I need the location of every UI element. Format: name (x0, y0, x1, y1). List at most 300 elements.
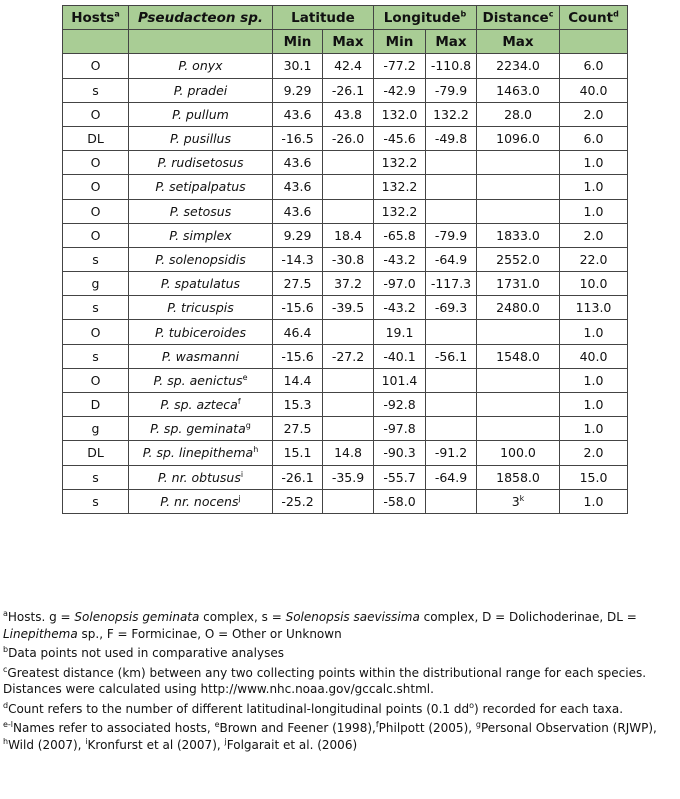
latitude-max-cell (323, 465, 374, 489)
longitude-min-cell (374, 320, 426, 344)
longitude-min-cell-text: -97.0 (383, 276, 416, 292)
footnote-c (3, 665, 679, 698)
header-longitude-sup: b (460, 9, 467, 19)
latitude-min-cell (273, 126, 323, 150)
footnote-text: Data points not used in comparative analyses (8, 646, 284, 660)
longitude-min-cell (374, 465, 426, 489)
distance-cell-text: 1858.0 (496, 469, 540, 485)
subheader-row (63, 30, 628, 54)
footnote-italic: Solenopsis saevissima (285, 610, 420, 624)
longitude-min-cell (374, 199, 426, 223)
subheader-blank (560, 30, 628, 54)
latitude-max-cell (323, 296, 374, 320)
latitude-max-cell-text: -26.1 (331, 82, 365, 98)
longitude-max-cell-text: -49.8 (434, 131, 468, 147)
distance-cell (477, 78, 560, 102)
count-cell (560, 102, 628, 126)
hosts-cell (63, 393, 129, 417)
latitude-min-cell (273, 441, 323, 465)
latitude-min-cell-text: 43.6 (283, 155, 312, 171)
latitude-min-cell-text: 43.6 (283, 203, 312, 219)
hosts-cell-text: s (92, 251, 99, 267)
hosts-cell-text: O (90, 227, 101, 243)
longitude-min-cell-text: -92.8 (383, 397, 416, 413)
species-cell-text: P. setosus (169, 203, 232, 219)
hosts-cell-text: s (92, 348, 99, 364)
count-cell (560, 78, 628, 102)
distance-cell-text: 100.0 (500, 445, 536, 461)
distance-cell-text: 2552.0 (496, 251, 540, 267)
longitude-min-cell (374, 393, 426, 417)
count-cell-text: 22.0 (579, 251, 608, 267)
distance-cell (477, 102, 560, 126)
table-row (63, 223, 628, 247)
longitude-max-cell-text: -69.3 (434, 300, 468, 316)
species-cell (129, 175, 273, 199)
species-cell-text: P. solenopsidis (155, 251, 246, 267)
latitude-max-cell (323, 393, 374, 417)
footnotes (3, 609, 679, 756)
degree-sup: o (469, 700, 474, 710)
reference-text: Wild (2007), (8, 737, 86, 752)
hosts-cell-text: s (92, 82, 99, 98)
subheader-distance-max: Max (477, 30, 560, 54)
longitude-min-cell-text: -45.6 (383, 131, 416, 147)
footnote-mark: f (375, 720, 379, 729)
species-cell-text: P. nr. obtusus (157, 469, 241, 485)
header-count (560, 6, 628, 30)
distance-cell-text: 1096.0 (496, 131, 540, 147)
latitude-min-cell (273, 296, 323, 320)
longitude-min-cell (374, 489, 426, 513)
latitude-max-cell-text: -26.0 (331, 131, 365, 147)
count-cell (560, 126, 628, 150)
distance-cell (477, 54, 560, 78)
species-cell-text: P. sp. linepithema (142, 445, 254, 461)
longitude-min-cell (374, 175, 426, 199)
distance-cell (477, 368, 560, 392)
species-cell-text: P. sp. aenictus (153, 372, 243, 388)
footnote-mark: d (3, 700, 9, 710)
longitude-max-cell (426, 465, 477, 489)
count-cell-text: 2.0 (583, 445, 604, 461)
longitude-max-cell (426, 368, 477, 392)
latitude-max-cell (323, 54, 374, 78)
longitude-min-cell-text: -58.0 (383, 493, 416, 509)
latitude-min-cell-text: 15.1 (283, 445, 312, 461)
distance-cell-text: 1548.0 (496, 348, 540, 364)
longitude-min-cell-text: -55.7 (383, 469, 416, 485)
species-cell-text: P. pradei (173, 82, 228, 98)
latitude-max-cell-text: 18.4 (334, 227, 362, 243)
longitude-max-cell-text: -110.8 (430, 58, 472, 74)
longitude-max-cell-text: -79.9 (434, 82, 468, 98)
reference-text: Folgarait et al. (2006) (226, 737, 358, 752)
footnote-text: Greatest distance (km) between any two collecting points within the distributional range for each species. Distances were calculated using http://www.nhc.noaa.gov/gccalc.shtml. (3, 665, 647, 696)
hosts-cell (63, 102, 129, 126)
species-cell (129, 54, 273, 78)
table-row (63, 247, 628, 271)
latitude-min-cell (273, 344, 323, 368)
species-cell (129, 78, 273, 102)
latitude-max-cell (323, 417, 374, 441)
distance-footnote-sup: k (519, 493, 525, 503)
hosts-cell (63, 368, 129, 392)
count-cell-text: 1.0 (583, 203, 604, 219)
longitude-min-cell (374, 126, 426, 150)
count-cell (560, 441, 628, 465)
count-cell (560, 417, 628, 441)
footnote-text: sp., F = Formicinae, O = Other or Unknown (77, 626, 342, 641)
footnote-text: Count refers to the number of different latitudinal-longitudinal points (0.1 dd (8, 701, 470, 716)
longitude-min-cell-text: 132.2 (381, 155, 418, 171)
longitude-min-cell-text: 19.1 (385, 324, 414, 340)
count-cell-text: 113.0 (575, 300, 612, 316)
header-longitude (374, 6, 477, 30)
footnote-e-l (3, 720, 679, 753)
latitude-min-cell-text: 9.29 (283, 82, 312, 98)
subheader-lon-min: Min (374, 30, 426, 54)
count-cell (560, 247, 628, 271)
header-row (63, 6, 628, 30)
species-cell (129, 223, 273, 247)
latitude-max-cell-text: 43.8 (334, 106, 362, 122)
table-row (63, 393, 628, 417)
hosts-cell (63, 223, 129, 247)
latitude-max-cell (323, 489, 374, 513)
count-cell-text: 15.0 (579, 469, 608, 485)
longitude-max-cell (426, 489, 477, 513)
latitude-max-cell (323, 441, 374, 465)
longitude-max-cell (426, 223, 477, 247)
footnote-text: Names refer to associated hosts, (13, 721, 215, 735)
hosts-cell (63, 126, 129, 150)
latitude-max-cell (323, 344, 374, 368)
table-row (63, 175, 628, 199)
count-cell (560, 344, 628, 368)
species-cell (129, 465, 273, 489)
species-cell (129, 126, 273, 150)
species-footnote-sup: f (237, 396, 241, 406)
distance-cell (477, 296, 560, 320)
table-row (63, 441, 628, 465)
subheader-lat-max: Max (323, 30, 374, 54)
header-species: Pseudacteon sp. (129, 6, 273, 30)
longitude-max-cell-text: -117.3 (430, 276, 472, 292)
hosts-cell-text: s (92, 469, 99, 485)
distance-cell (477, 344, 560, 368)
header-hosts-text: Hosts (71, 9, 115, 26)
latitude-min-cell (273, 199, 323, 223)
species-footnote-sup: e (242, 372, 248, 382)
footnote-mark: e-l (3, 720, 14, 729)
species-footnote-sup: j (238, 493, 241, 503)
distance-cell (477, 441, 560, 465)
latitude-min-cell-text: 43.6 (283, 179, 312, 195)
species-cell-text: P. sp. geminata (150, 421, 246, 437)
hosts-cell (63, 320, 129, 344)
species-cell-text: P. setipalpatus (155, 179, 246, 195)
table-row (63, 489, 628, 513)
distance-cell (477, 126, 560, 150)
longitude-max-cell (426, 417, 477, 441)
distance-cell (477, 199, 560, 223)
longitude-min-cell (374, 441, 426, 465)
subheader-lat-min: Min (273, 30, 323, 54)
longitude-min-cell-text: 132.2 (381, 203, 418, 219)
footnote-mark: a (3, 609, 8, 618)
species-cell-text: P. wasmanni (161, 348, 240, 364)
table-row (63, 320, 628, 344)
hosts-cell-text: g (91, 276, 100, 292)
header-count-sup: d (613, 9, 619, 19)
distance-cell (477, 417, 560, 441)
latitude-max-cell-text: 37.2 (334, 276, 362, 292)
longitude-min-cell-text: 132.2 (381, 179, 418, 195)
latitude-min-cell (273, 102, 323, 126)
count-cell-text: 40.0 (579, 82, 608, 98)
distance-cell (477, 393, 560, 417)
species-cell (129, 489, 273, 513)
distance-cell (477, 151, 560, 175)
hosts-cell (63, 247, 129, 271)
hosts-cell (63, 175, 129, 199)
latitude-min-cell-text: -14.3 (281, 251, 314, 267)
count-cell (560, 272, 628, 296)
latitude-max-cell (323, 126, 374, 150)
count-cell-text: 1.0 (583, 372, 604, 388)
distance-cell-text: 1731.0 (496, 276, 540, 292)
longitude-min-cell (374, 368, 426, 392)
latitude-min-cell-text: -25.2 (281, 493, 314, 509)
hosts-cell-text: g (91, 421, 100, 437)
latitude-max-cell (323, 320, 374, 344)
header-hosts-sup: a (114, 9, 120, 19)
header-hosts (63, 6, 129, 30)
latitude-min-cell (273, 368, 323, 392)
footnote-text: ) recorded for each taxa. (473, 701, 624, 716)
longitude-max-cell (426, 344, 477, 368)
table-row (63, 126, 628, 150)
count-cell-text: 1.0 (583, 324, 604, 340)
latitude-max-cell-text: -27.2 (331, 348, 365, 364)
longitude-min-cell-text: -42.9 (383, 82, 416, 98)
table-row (63, 272, 628, 296)
count-cell-text: 1.0 (583, 397, 604, 413)
longitude-max-cell (426, 175, 477, 199)
longitude-max-cell-text: -64.9 (434, 251, 468, 267)
longitude-max-cell (426, 102, 477, 126)
species-cell-text: P. tubiceroides (155, 324, 246, 340)
count-cell (560, 199, 628, 223)
header-distance (477, 6, 560, 30)
table-row (63, 102, 628, 126)
latitude-min-cell-text: -26.1 (281, 469, 314, 485)
hosts-cell-text: O (90, 324, 101, 340)
longitude-min-cell (374, 151, 426, 175)
footnote-text: Hosts. g = (7, 610, 75, 624)
count-cell (560, 296, 628, 320)
hosts-cell-text: O (90, 179, 101, 195)
latitude-max-cell (323, 199, 374, 223)
footnote-d (3, 701, 679, 718)
species-cell (129, 151, 273, 175)
latitude-min-cell (273, 320, 323, 344)
footnote-mark: j (224, 736, 227, 746)
footnote-mark: b (3, 645, 9, 654)
header-distance-text: Distance (482, 9, 549, 26)
table-row (63, 296, 628, 320)
footnote-italic: Solenopsis geminata (74, 610, 200, 624)
hosts-cell (63, 344, 129, 368)
footnote-italic: Linepithema (3, 626, 78, 641)
count-cell-text: 1.0 (583, 421, 604, 437)
latitude-max-cell-text: -30.8 (331, 251, 365, 267)
species-cell-text: P. onyx (178, 58, 223, 74)
table-row (63, 199, 628, 223)
longitude-min-cell-text: -43.2 (383, 300, 416, 316)
latitude-max-cell-text: 42.4 (334, 58, 362, 74)
species-cell-text: P. tricuspis (167, 300, 234, 316)
species-footnote-sup: g (245, 421, 251, 431)
longitude-max-cell (426, 441, 477, 465)
header-latitude: Latitude (273, 6, 374, 30)
count-cell-text: 2.0 (583, 106, 604, 122)
hosts-cell (63, 489, 129, 513)
latitude-min-cell (273, 417, 323, 441)
distance-cell-text: 2480.0 (496, 300, 540, 316)
latitude-min-cell-text: 27.5 (283, 421, 312, 437)
distance-cell-text: 1833.0 (496, 227, 540, 243)
latitude-min-cell (273, 175, 323, 199)
hosts-cell-text: D (90, 397, 101, 413)
subheader-blank (129, 30, 273, 54)
hosts-cell-text: O (90, 203, 101, 219)
species-footnote-sup: h (253, 445, 259, 455)
count-cell (560, 151, 628, 175)
longitude-min-cell-text: -65.8 (383, 227, 416, 243)
hosts-cell (63, 417, 129, 441)
hosts-cell (63, 199, 129, 223)
latitude-min-cell (273, 465, 323, 489)
longitude-max-cell-text: -64.9 (434, 469, 468, 485)
footnote-mark: e (214, 720, 220, 729)
count-cell-text: 6.0 (583, 58, 604, 74)
longitude-min-cell (374, 223, 426, 247)
reference-text: Philpott (2005), (378, 721, 476, 735)
latitude-min-cell-text: 15.3 (283, 397, 312, 413)
latitude-min-cell (273, 247, 323, 271)
hosts-cell-text: s (92, 300, 99, 316)
latitude-min-cell-text: 30.1 (283, 58, 312, 74)
distance-cell-text: 3 (511, 493, 520, 509)
latitude-min-cell-text: -16.5 (281, 131, 314, 147)
latitude-max-cell (323, 102, 374, 126)
count-cell-text: 2.0 (583, 227, 604, 243)
longitude-min-cell (374, 272, 426, 296)
count-cell (560, 320, 628, 344)
footnote-mark: h (3, 736, 9, 746)
distance-cell (477, 465, 560, 489)
longitude-min-cell (374, 296, 426, 320)
distance-cell-text: 1463.0 (496, 82, 540, 98)
latitude-max-cell (323, 175, 374, 199)
distance-cell-text: 28.0 (504, 106, 532, 122)
longitude-min-cell-text: -77.2 (383, 58, 416, 74)
table-row (63, 368, 628, 392)
longitude-min-cell (374, 247, 426, 271)
latitude-min-cell (273, 54, 323, 78)
latitude-min-cell-text: 9.29 (283, 227, 312, 243)
hosts-cell (63, 151, 129, 175)
latitude-min-cell-text: 46.4 (283, 324, 312, 340)
latitude-max-cell (323, 151, 374, 175)
longitude-max-cell (426, 272, 477, 296)
footnote-mark: g (475, 720, 481, 729)
footnote-mark: c (3, 664, 8, 674)
species-cell-text: P. nr. nocens (160, 493, 239, 509)
latitude-max-cell (323, 223, 374, 247)
distance-cell (477, 489, 560, 513)
hosts-cell-text: DL (87, 445, 104, 461)
hosts-cell-text: DL (87, 131, 104, 147)
footnote-b (3, 645, 679, 662)
count-cell (560, 393, 628, 417)
species-cell (129, 199, 273, 223)
latitude-max-cell-text: -39.5 (331, 300, 365, 316)
hosts-cell (63, 296, 129, 320)
count-cell (560, 175, 628, 199)
distance-cell (477, 320, 560, 344)
longitude-min-cell (374, 344, 426, 368)
table-body (63, 54, 628, 514)
reference-text: Personal Observation (RJWP), (480, 721, 657, 735)
hosts-cell-text: s (92, 493, 99, 509)
hosts-cell-text: O (90, 106, 101, 122)
longitude-max-cell (426, 54, 477, 78)
species-cell (129, 296, 273, 320)
footnote-text: complex, D = Dolichoderinae, DL = (419, 610, 637, 624)
latitude-min-cell (273, 78, 323, 102)
species-cell (129, 368, 273, 392)
longitude-max-cell-text: -56.1 (434, 348, 468, 364)
latitude-min-cell (273, 272, 323, 296)
hosts-cell (63, 78, 129, 102)
species-cell-text: P. simplex (169, 227, 232, 243)
latitude-min-cell-text: -15.6 (281, 348, 314, 364)
count-cell (560, 368, 628, 392)
longitude-min-cell (374, 78, 426, 102)
latitude-min-cell-text: -15.6 (281, 300, 314, 316)
hosts-cell (63, 54, 129, 78)
longitude-max-cell (426, 126, 477, 150)
species-cell-text: P. pullum (172, 106, 229, 122)
latitude-max-cell-text: 14.8 (334, 445, 362, 461)
subheader-blank (63, 30, 129, 54)
longitude-min-cell-text: -40.1 (383, 348, 416, 364)
species-cell (129, 272, 273, 296)
subheader-lon-max: Max (426, 30, 477, 54)
longitude-max-cell (426, 320, 477, 344)
species-cell (129, 393, 273, 417)
header-distance-sup: c (548, 9, 554, 19)
count-cell (560, 54, 628, 78)
count-cell-text: 40.0 (579, 348, 608, 364)
table-row (63, 78, 628, 102)
latitude-min-cell-text: 14.4 (283, 372, 312, 388)
hosts-cell (63, 465, 129, 489)
table-row (63, 465, 628, 489)
